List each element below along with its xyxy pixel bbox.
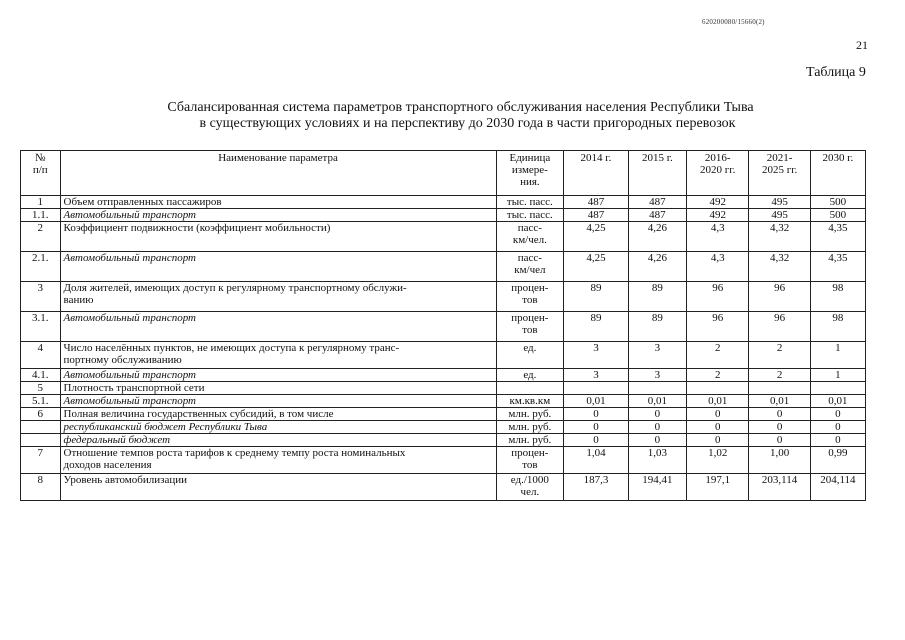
page-number: 21 xyxy=(856,38,868,52)
header-num: № п/п xyxy=(21,151,61,196)
value-2030 xyxy=(810,382,865,395)
value-2030: 500 xyxy=(810,196,865,209)
row-name: Полная величина государственных субсидий, в том числе xyxy=(60,408,496,421)
value-2015: 0,01 xyxy=(628,395,686,408)
value-2021-2025: 0,01 xyxy=(749,395,810,408)
row-name: федеральный бюджет xyxy=(60,434,496,447)
value-2016-2020: 492 xyxy=(686,209,748,222)
value-2021-2025 xyxy=(749,382,810,395)
value-2014: 487 xyxy=(564,209,629,222)
value-2030: 4,35 xyxy=(810,222,865,252)
row-unit: ед./1000 чел. xyxy=(496,474,564,501)
value-2014: 0 xyxy=(564,434,629,447)
row-num: 4 xyxy=(21,342,61,369)
value-2016-2020: 197,1 xyxy=(686,474,748,501)
table-label: Таблица 9 xyxy=(806,65,866,80)
row-num xyxy=(21,434,61,447)
value-2014: 89 xyxy=(564,312,629,342)
row-num: 5 xyxy=(21,382,61,395)
value-2014: 187,3 xyxy=(564,474,629,501)
value-2016-2020: 0 xyxy=(686,408,748,421)
row-unit: ед. xyxy=(496,342,564,369)
row-name: Доля жителей, имеющих доступ к регулярному транспортному обслужи- ванию xyxy=(60,282,496,312)
row-unit: млн. руб. xyxy=(496,421,564,434)
table-row xyxy=(21,209,866,222)
row-unit: пасс- км/чел. xyxy=(496,222,564,252)
value-2015: 0 xyxy=(628,421,686,434)
value-2014: 89 xyxy=(564,282,629,312)
row-unit: ед. xyxy=(496,369,564,382)
header-2030: 2030 г. xyxy=(810,151,865,196)
row-num: 2.1. xyxy=(21,252,61,282)
row-unit: км.кв.км xyxy=(496,395,564,408)
value-2021-2025: 495 xyxy=(749,196,810,209)
value-2030: 98 xyxy=(810,282,865,312)
table-row xyxy=(21,222,866,252)
value-2030: 500 xyxy=(810,209,865,222)
value-2015: 4,26 xyxy=(628,222,686,252)
value-2014: 3 xyxy=(564,342,629,369)
row-name: Автомобильный транспорт xyxy=(60,252,496,282)
value-2030: 98 xyxy=(810,312,865,342)
header-2015: 2015 г. xyxy=(628,151,686,196)
row-name: Уровень автомобилизации xyxy=(60,474,496,501)
value-2015: 487 xyxy=(628,209,686,222)
row-name: Автомобильный транспорт xyxy=(60,369,496,382)
value-2014: 0 xyxy=(564,421,629,434)
value-2021-2025: 0 xyxy=(749,434,810,447)
value-2016-2020: 1,02 xyxy=(686,447,748,474)
table-row xyxy=(21,342,866,369)
value-2015: 4,26 xyxy=(628,252,686,282)
value-2016-2020 xyxy=(686,382,748,395)
row-unit: пасс- км/чел xyxy=(496,252,564,282)
parameters-table xyxy=(20,150,866,501)
table-row xyxy=(21,447,866,474)
row-name: Число населённых пунктов, не имеющих доступа к регулярному транс- портному обслуживанию xyxy=(60,342,496,369)
table-header-row xyxy=(21,151,866,196)
row-name: Отношение темпов роста тарифов к среднему темпу роста номинальных доходов населения xyxy=(60,447,496,474)
table-row xyxy=(21,434,866,447)
value-2021-2025: 96 xyxy=(749,282,810,312)
table-row xyxy=(21,395,866,408)
row-num xyxy=(21,421,61,434)
row-num: 7 xyxy=(21,447,61,474)
row-unit: процен- тов xyxy=(496,312,564,342)
value-2014: 487 xyxy=(564,196,629,209)
value-2015: 3 xyxy=(628,369,686,382)
row-unit: процен- тов xyxy=(496,282,564,312)
table-row xyxy=(21,474,866,501)
value-2015: 3 xyxy=(628,342,686,369)
value-2015: 89 xyxy=(628,282,686,312)
row-unit: тыс. пасс. xyxy=(496,209,564,222)
value-2030: 204,114 xyxy=(810,474,865,501)
value-2030: 0 xyxy=(810,421,865,434)
row-unit: тыс. пасс. xyxy=(496,196,564,209)
value-2021-2025: 96 xyxy=(749,312,810,342)
value-2016-2020: 2 xyxy=(686,369,748,382)
header-unit: Единица измере- ния. xyxy=(496,151,564,196)
row-name: Автомобильный транспорт xyxy=(60,312,496,342)
value-2016-2020: 96 xyxy=(686,312,748,342)
value-2014: 4,25 xyxy=(564,252,629,282)
value-2016-2020: 2 xyxy=(686,342,748,369)
row-name: Плотность транспортной сети xyxy=(60,382,496,395)
value-2021-2025: 0 xyxy=(749,421,810,434)
table-row xyxy=(21,408,866,421)
value-2014: 1,04 xyxy=(564,447,629,474)
row-name: республиканский бюджет Республики Тыва xyxy=(60,421,496,434)
row-name: Коэффициент подвижности (коэффициент мобильности) xyxy=(60,222,496,252)
row-name: Автомобильный транспорт xyxy=(60,395,496,408)
value-2030: 0 xyxy=(810,408,865,421)
value-2014 xyxy=(564,382,629,395)
value-2021-2025: 0 xyxy=(749,408,810,421)
value-2021-2025: 2 xyxy=(749,342,810,369)
header-2016-2020: 2016- 2020 гг. xyxy=(686,151,748,196)
row-num: 6 xyxy=(21,408,61,421)
value-2016-2020: 492 xyxy=(686,196,748,209)
value-2030: 0,01 xyxy=(810,395,865,408)
table-title xyxy=(0,100,905,132)
row-num: 4.1. xyxy=(21,369,61,382)
table-row xyxy=(21,369,866,382)
document-code: 620200080/15660(2) xyxy=(702,18,765,26)
value-2016-2020: 0 xyxy=(686,421,748,434)
value-2016-2020: 0 xyxy=(686,434,748,447)
header-name: Наименование параметра xyxy=(60,151,496,196)
value-2015: 487 xyxy=(628,196,686,209)
value-2016-2020: 4,3 xyxy=(686,222,748,252)
row-unit: млн. руб. xyxy=(496,408,564,421)
value-2014: 4,25 xyxy=(564,222,629,252)
value-2014: 0,01 xyxy=(564,395,629,408)
value-2030: 0,99 xyxy=(810,447,865,474)
row-name: Автомобильный транспорт xyxy=(60,209,496,222)
value-2030: 4,35 xyxy=(810,252,865,282)
row-num: 3.1. xyxy=(21,312,61,342)
row-unit xyxy=(496,382,564,395)
row-num: 1 xyxy=(21,196,61,209)
value-2014: 3 xyxy=(564,369,629,382)
value-2030: 0 xyxy=(810,434,865,447)
value-2021-2025: 495 xyxy=(749,209,810,222)
table-row xyxy=(21,282,866,312)
value-2021-2025: 4,32 xyxy=(749,222,810,252)
value-2015: 0 xyxy=(628,408,686,421)
table-row xyxy=(21,382,866,395)
value-2015: 89 xyxy=(628,312,686,342)
table-row xyxy=(21,421,866,434)
row-num: 2 xyxy=(21,222,61,252)
value-2016-2020: 4,3 xyxy=(686,252,748,282)
row-num: 1.1. xyxy=(21,209,61,222)
value-2021-2025: 2 xyxy=(749,369,810,382)
title-line-2: в существующих условиях и на перспективу до 2030 года в части пригородных перевозок xyxy=(199,116,736,131)
table-row xyxy=(21,252,866,282)
table-row xyxy=(21,312,866,342)
value-2015: 194,41 xyxy=(628,474,686,501)
row-name: Объем отправленных пассажиров xyxy=(60,196,496,209)
value-2021-2025: 4,32 xyxy=(749,252,810,282)
row-num: 8 xyxy=(21,474,61,501)
value-2030: 1 xyxy=(810,342,865,369)
value-2015: 1,03 xyxy=(628,447,686,474)
header-2021-2025: 2021- 2025 гг. xyxy=(749,151,810,196)
row-num: 3 xyxy=(21,282,61,312)
row-unit: млн. руб. xyxy=(496,434,564,447)
title-line-1: Сбалансированная система параметров транспортного обслуживания населения Республики Тыва xyxy=(167,100,754,115)
table-row xyxy=(21,196,866,209)
value-2014: 0 xyxy=(564,408,629,421)
row-num: 5.1. xyxy=(21,395,61,408)
value-2021-2025: 1,00 xyxy=(749,447,810,474)
value-2030: 1 xyxy=(810,369,865,382)
value-2021-2025: 203,114 xyxy=(749,474,810,501)
value-2016-2020: 0,01 xyxy=(686,395,748,408)
row-unit: процен- тов xyxy=(496,447,564,474)
value-2016-2020: 96 xyxy=(686,282,748,312)
value-2015 xyxy=(628,382,686,395)
header-2014: 2014 г. xyxy=(564,151,629,196)
value-2015: 0 xyxy=(628,434,686,447)
